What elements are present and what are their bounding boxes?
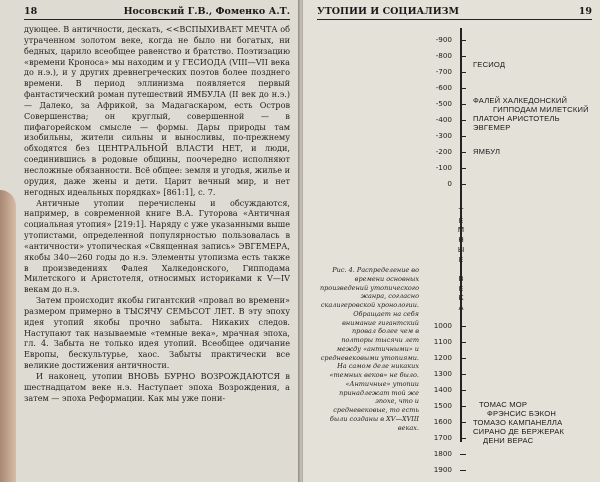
paragraph: И наконец, утопии ВНОВЬ БУРНО ВОЗРОЖДАЮТСЯ в шестнадцатом веке н.э. Наступает эпоха Возрождения, а затем — эпоха Реформации. Как мы уже пони- [24,371,290,403]
paragraph: Затем происходит якобы гигантский «провал во времени» размером примерно в ТЫСЯЧУ СЕМЬСОТ ЛЕТ. В эту эпоху идея утопий якобы прочно забыта. Никаких следов. Наступают так называемые «темные века», мрачная эпоха, гл. 4. Забыта не только идея утопий. Всеобщее одичание Европы, бескультурье, хаос. Забыты практически все великие достижения античности. [24,295,290,371]
right-page [303,0,600,482]
timeline-figure: -900 -800 -700 -600 -500 -400 -300 -200 -100 0 1000 1100 1200 1300 1400 1500 1600 1700 1800 1900 Т Ё М Н Ы Е В Е К А ГЕСИОД ФАЛЕЙ ХАЛКЕДОНСКИЙ ГИППОДАМ МИЛЕТСКИЙ ПЛАТОН АРИСТОТЕЛЬ ЭВГЕМЕР ЯМБУЛ ТОМАС МОР ФРЭНСИС БЭКОН ТОМАЗО КАМПАНЕЛЛА СИРАНО ДЕ БЕРЖЕРАК ДЕНИ ВЕРАС Рис. 4. Распределение во времени основных произведений утопического жанра, согласно скалигеровской хронологии. Обращает на себя внимание гигантский провал более чем в полторы тысячи лет между «античными» и средневековыми утопиями. На самом деле никаких «темных веков» не было. «Античные» утопии принадлежат той же эпохе, что и средневековые, то есть были созданы в XV—XVIII веках. [317,20,592,470]
right-running-head: УТОПИИ И СОЦИАЛИЗМ [317,6,460,17]
timeline-event: ФАЛЕЙ ХАЛКЕДОНСКИЙ [473,96,568,105]
right-running-header [317,6,592,20]
left-page-number: 18 [24,6,38,17]
timeline-event: ФРЭНСИС БЭКОН [487,409,557,418]
timeline-event: ЯМБУЛ [473,147,501,156]
timeline-event: СИРАНО ДЕ БЕРЖЕРАК [473,427,565,436]
timeline-event: ГИППОДАМ МИЛЕТСКИЙ [493,105,589,114]
dark-ages-label: Т Ё М Н Ы Е В Е К А [457,206,465,313]
paragraph: дующее. В античности, дескать, <<ВСПЫХИВАЕТ МЕЧТА об утраченном золотом веке, когда не было ни богатых, ни бедных, царило всеобщее равенство и братство. Поэтизацию «времени Кроноса» мы находим и у ГЕСИОДА (VIII—VII века до н.э.), и у других древнегреческих поэтов более позднего времени. В период эллинизма появляется первый фантастический роман путешествий ЯМБУЛА (II век до н.э.) — Далеко, за Африкой, за Мадагаскаром, есть Остров Совершенства; он круглый, совершенной — в пифагорейском смысле — формы. Дары природы там изобильны, жители сильны и выносливы, по-прежнему обходятся без ЦЕНТРАЛЬНОЙ ВЛАСТИ НЕТ, и люди, соединившись в родовые общины, поочередно исполняют несложные обязанности. Всё общее: земля и угодья, жилье и орудия, даже жены и дети. Царит вечный мир, и нет негодных идеальных порядках» [861:1], с. 7. [24,24,290,197]
left-running-head: Носовский Г.В., Фоменко А.Т. [123,6,290,17]
left-body-text [24,24,290,404]
left-running-header [24,6,290,20]
timeline-event: ДЕНИ ВЕРАС [483,436,534,445]
timeline-event: ЭВГЕМЕР [473,123,511,132]
figure-caption: Рис. 4. Распределение во времени основных произведений утопического жанра, согласно скалигеровской хронологии. Обращает на себя внимание гигантский провал более чем в полторы тысячи лет между «античными» и средневековыми утопиями. На самом деле никаких «темных веков» не было. «Античные» утопии принадлежат той же эпохе, что и средневековые, то есть были созданы в XV—XVIII веках. [319,266,419,432]
timeline-event: ГЕСИОД [473,60,506,69]
thumb-shadow [0,190,16,482]
timeline-event: ТОМАС МОР [479,400,528,409]
paragraph: Античные утопии перечислены и обсуждаются, например, в современной книге В.А. Гуторова «Античная социальная утопия» [219:1]. Наряду с уже указанными выше утопистами, определенной популярностью пользовалась в «античности» утопическая «Священная запись» ЭВГЕМЕРА, якобы 340—260 годы до н.э. Элементы утопизма есть также в произведениях Фалея Халкедонского, Гипподама Милетского и Аристотеля, относимых историками к V—IV векам до н.э. [24,197,290,295]
right-page-number: 19 [578,6,592,17]
timeline-event: ТОМАЗО КАМПАНЕЛЛА [473,418,563,427]
timeline-event: ПЛАТОН АРИСТОТЕЛЬ [473,114,560,123]
